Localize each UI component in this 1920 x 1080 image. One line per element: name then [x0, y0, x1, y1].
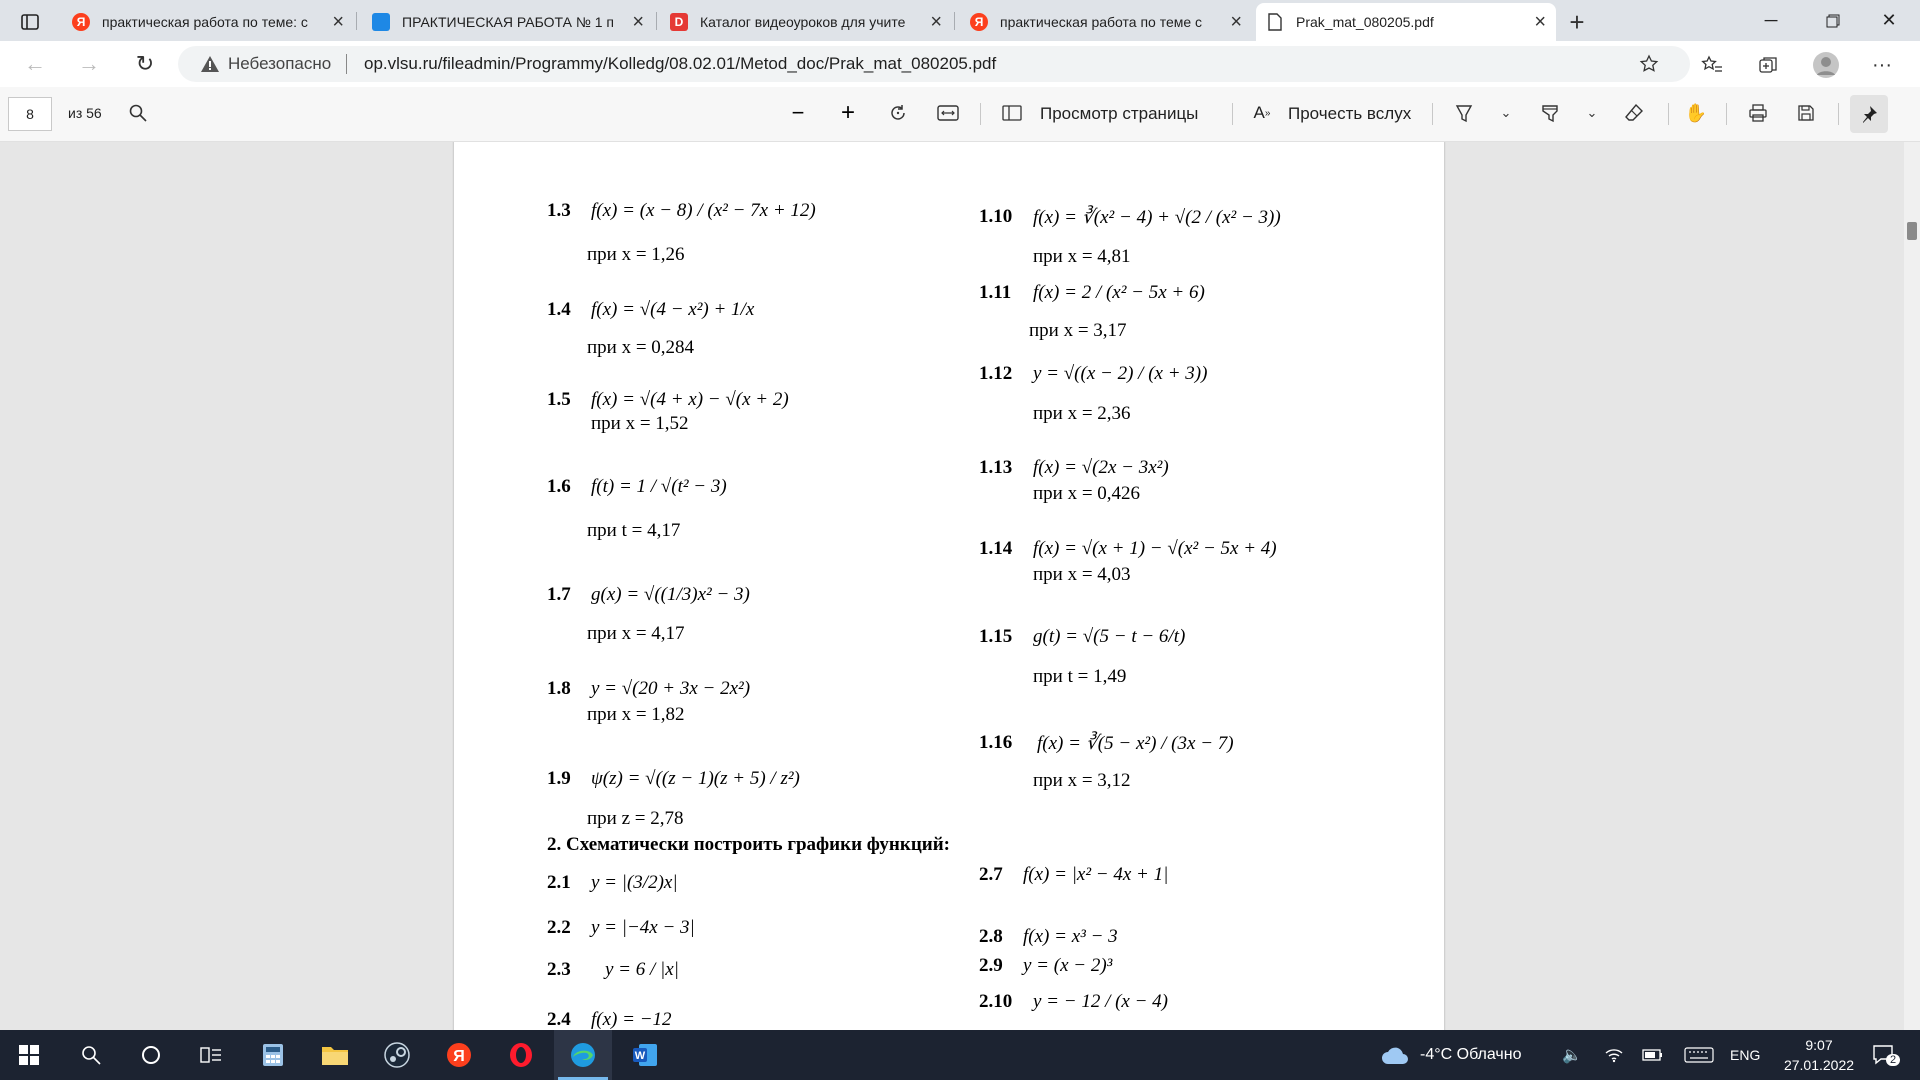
url-text[interactable]: op.vlsu.ru/fileadmin/Programmy/Kolledg/08.02.01/Metod_doc/Prak_mat_080205.pdf — [364, 54, 997, 73]
refresh-button[interactable]: ↻ — [135, 51, 155, 76]
omnibox-separator — [346, 54, 347, 74]
clock[interactable] — [1774, 1030, 1864, 1080]
eraser-icon[interactable] — [1622, 101, 1646, 125]
forward-button[interactable]: → — [78, 51, 100, 76]
wifi-icon[interactable] — [1604, 1030, 1624, 1080]
restore-button[interactable] — [1802, 0, 1864, 41]
toolbar-separator — [1838, 103, 1839, 125]
yandex-icon: Я — [970, 13, 988, 31]
highlight-icon[interactable] — [1538, 101, 1562, 125]
page-view-icon[interactable] — [1000, 101, 1024, 125]
problem-1-15: 1.15 g(t) = √(5 − t − 6/t) при t = 1,49 — [979, 626, 1186, 687]
close-icon[interactable]: × — [1230, 10, 1242, 33]
graph-2-4: 2.4 f(x) = −12 — [547, 1009, 672, 1030]
toolbar-separator — [1726, 103, 1727, 125]
tab-title: практическая работа по теме: с — [102, 14, 308, 30]
edge-icon[interactable] — [554, 1030, 612, 1080]
pin-toolbar-icon[interactable] — [1850, 95, 1888, 133]
back-button[interactable]: ← — [24, 51, 46, 76]
svg-text:Я: Я — [453, 1048, 465, 1065]
problem-1-4: 1.4 f(x) = √(4 − x²) + 1/x при x = 0,284 — [547, 299, 755, 358]
windows-start-icon[interactable] — [0, 1030, 58, 1080]
page-number-input[interactable] — [8, 97, 52, 131]
draw-icon[interactable] — [1452, 101, 1476, 125]
problem-1-13: 1.13 f(x) = √(2x − 3x²) при x = 0,426 — [979, 457, 1169, 504]
search-icon[interactable] — [62, 1030, 120, 1080]
problem-1-16: 1.16 f(x) = ∛(5 − x²) / (3x − 7) при x = 3,12 — [979, 732, 1234, 791]
graph-2-9: 2.9 y = (x − 2)³ — [979, 955, 1113, 976]
chevron-down-icon[interactable]: ⌄ — [1586, 105, 1598, 120]
vertical-scrollbar[interactable] — [1904, 142, 1920, 1030]
tab-1[interactable] — [62, 3, 354, 41]
read-aloud-icon[interactable]: A » — [1253, 103, 1271, 122]
file-explorer-icon[interactable] — [306, 1030, 364, 1080]
page-count: из 56 — [68, 105, 102, 121]
chevron-down-icon[interactable]: ⌄ — [1500, 105, 1512, 120]
fit-width-icon[interactable] — [936, 101, 960, 125]
touch-write-icon: ✋ — [1684, 102, 1708, 123]
close-icon[interactable]: × — [930, 10, 942, 33]
add-favorite-icon[interactable] — [1638, 53, 1660, 75]
clock-time: 9:07 — [1805, 1037, 1833, 1053]
speaker-icon[interactable]: 🔈 — [1562, 1047, 1582, 1064]
calculator-app-icon[interactable] — [244, 1030, 302, 1080]
toolbar-separator — [1232, 103, 1233, 125]
notifications-icon[interactable] — [1872, 1030, 1896, 1080]
cortana-icon[interactable] — [122, 1030, 180, 1080]
opera-icon[interactable] — [492, 1030, 550, 1080]
tab-separator — [656, 12, 657, 30]
toolbar-separator — [1668, 103, 1669, 125]
tab-title: ПРАКТИЧЕСКАЯ РАБОТА № 1 п — [402, 14, 614, 30]
close-icon[interactable]: × — [1534, 10, 1546, 33]
svg-text:W: W — [634, 1050, 646, 1062]
warning-icon — [200, 55, 220, 73]
section-2-title: 2. Схематически построить графики функций: — [547, 834, 950, 855]
steam-icon[interactable] — [368, 1030, 426, 1080]
pdf-page — [454, 142, 1444, 1030]
word-icon[interactable] — [616, 1030, 674, 1080]
graph-2-10: 2.10 y = − 12 / (x − 4) — [979, 991, 1169, 1012]
tab-5-active[interactable] — [1256, 3, 1556, 41]
graph-2-3: 2.3 y = 6 / |x| — [547, 959, 679, 980]
tab-4[interactable] — [960, 3, 1252, 41]
omnibox[interactable] — [178, 46, 1690, 82]
pdf-toolbar — [0, 87, 1920, 142]
play-icon: D — [670, 13, 688, 31]
title-bar — [0, 0, 1920, 41]
read-aloud-button[interactable]: Прочесть вслух — [1288, 104, 1412, 123]
zoom-in-icon[interactable]: + — [840, 99, 855, 126]
input-language[interactable]: ENG — [1730, 1047, 1761, 1063]
problem-1-10: 1.10 f(x) = ∛(x² − 4) + √(2 / (x² − 3)) при x = 4,81 — [979, 206, 1281, 267]
problem-1-12: 1.12 y = √((x − 2) / (x + 3)) при x = 2,36 — [979, 363, 1208, 424]
minimize-button[interactable]: ─ — [1764, 10, 1778, 30]
new-tab-button[interactable]: + — [1569, 6, 1585, 37]
problem-1-11: 1.11 f(x) = 2 / (x² − 5x + 6) при x = 3,17 — [979, 282, 1205, 341]
address-bar — [0, 41, 1920, 87]
save-icon[interactable] — [1794, 101, 1818, 125]
toolbar-separator — [980, 103, 981, 125]
notification-count: 2 — [1886, 1054, 1900, 1066]
graph-2-2: 2.2 y = |−4x − 3| — [547, 917, 695, 938]
tab-title: практическая работа по теме с — [1000, 14, 1203, 30]
tab-separator — [954, 12, 955, 30]
graph-2-7: 2.7 f(x) = |x² − 4x + 1| — [979, 864, 1169, 885]
task-view-icon[interactable] — [182, 1030, 240, 1080]
scrollbar-thumb[interactable] — [1907, 222, 1917, 240]
toolbar-separator — [1432, 103, 1433, 125]
search-icon[interactable] — [126, 101, 150, 125]
pdf-viewer[interactable] — [0, 142, 1920, 1030]
zoom-out-icon[interactable]: − — [791, 100, 805, 125]
problem-1-14: 1.14 f(x) = √(x + 1) − √(x² − 5x + 4) при x = 4,03 — [979, 538, 1277, 585]
settings-more-icon[interactable]: ··· — [1872, 53, 1892, 76]
graph-2-1: 2.1 y = |(3/2)x| — [547, 872, 678, 893]
problem-1-6: 1.6 f(t) = 1 / √(t² − 3) при t = 4,17 — [547, 476, 727, 541]
book-icon — [372, 13, 390, 31]
cloud-icon — [1380, 1044, 1410, 1066]
close-icon[interactable]: × — [332, 10, 344, 33]
tab-title: Prak_mat_080205.pdf — [1296, 14, 1434, 30]
problem-1-7: 1.7 g(x) = √((1/3)x² − 3) при x = 4,17 — [547, 584, 750, 644]
yandex-icon: Я — [72, 13, 90, 31]
print-icon[interactable] — [1746, 101, 1770, 125]
close-window-button[interactable]: ✕ — [1881, 10, 1897, 30]
favorites-icon[interactable] — [1700, 53, 1724, 77]
problem-1-8: 1.8 y = √(20 + 3x − 2x²) при x = 1,82 — [547, 678, 751, 725]
insecure-label[interactable]: Небезопасно — [228, 54, 332, 73]
page-view-button[interactable]: Просмотр страницы — [1040, 104, 1199, 123]
problem-1-3: 1.3 f(x) = (x − 8) / (x² − 7x + 12) при x = 1,26 — [547, 200, 816, 265]
rotate-icon[interactable] — [886, 101, 910, 125]
problem-1-5: 1.5 f(x) = √(4 + x) − √(x + 2) при x = 1,52 — [547, 389, 789, 434]
clock-date: 27.01.2022 — [1783, 1057, 1855, 1073]
keyboard-icon[interactable] — [1684, 1030, 1714, 1080]
graph-2-8: 2.8 f(x) = x³ − 3 — [979, 926, 1118, 947]
tab-title: Каталог видеоуроков для учите — [700, 14, 906, 30]
yandex-browser-icon[interactable] — [430, 1030, 488, 1080]
weather-text: -4°C Облачно — [1420, 1046, 1522, 1063]
document-icon — [1266, 13, 1284, 31]
close-icon[interactable]: × — [632, 10, 644, 33]
profile-avatar-icon[interactable] — [1812, 51, 1840, 79]
tab-2[interactable] — [362, 3, 654, 41]
tab-3[interactable] — [660, 3, 952, 41]
battery-icon[interactable] — [1642, 1030, 1664, 1080]
tab-separator — [356, 12, 357, 30]
collections-icon[interactable] — [1756, 53, 1780, 77]
weather-widget[interactable] — [1380, 1030, 1521, 1080]
tab-actions-icon[interactable] — [8, 6, 52, 38]
taskbar — [0, 1030, 1920, 1080]
problem-1-9: 1.9 ψ(z) = √((z − 1)(z + 5) / z²) при z = 2,78 — [547, 768, 800, 829]
